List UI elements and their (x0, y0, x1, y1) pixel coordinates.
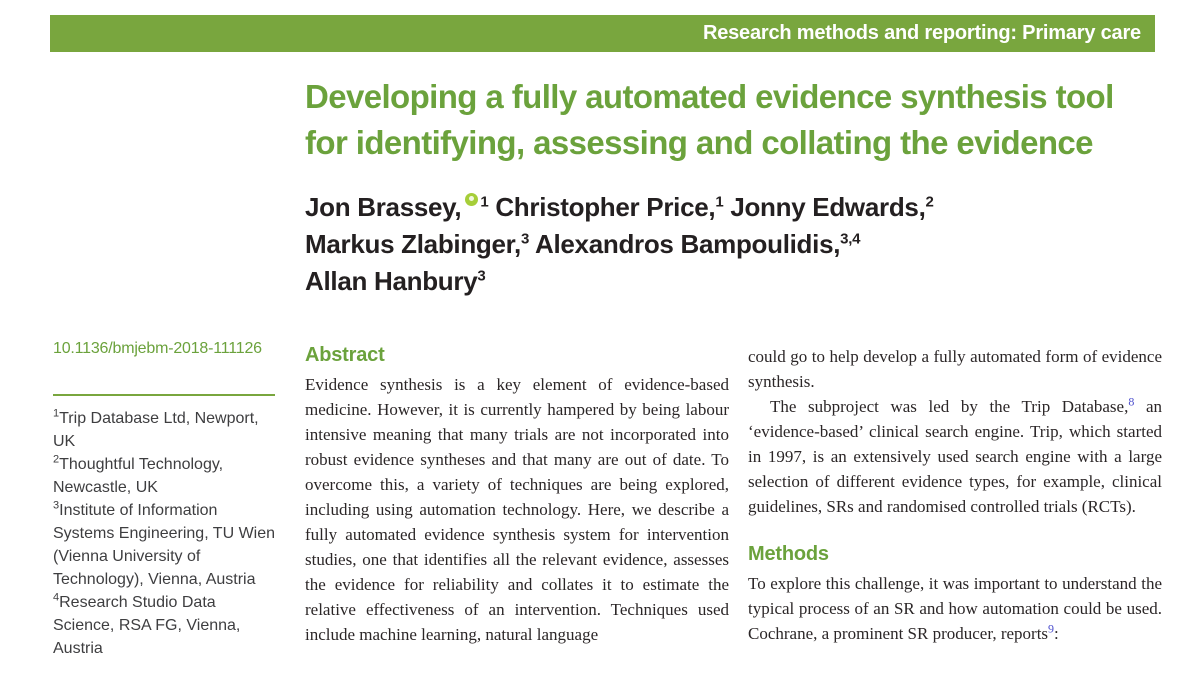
affiliation: $^2$Thoughtful Technology, Newcastle, UK (53, 453, 224, 496)
affiliation: $^4$Research Studio Data Science, RSA FG, Vienna, Austria (53, 591, 241, 657)
methods-heading: Methods (748, 543, 829, 565)
author-name: Markus Zlabinger, (305, 229, 521, 259)
reference-link[interactable]: 8 (1128, 394, 1135, 409)
author-name: Jonny Edwards, (730, 192, 926, 222)
body-column (748, 344, 1162, 646)
author-affiliation-sup: 3 (477, 267, 486, 285)
author-affiliation-sup: 3 (520, 230, 530, 248)
abstract-column (305, 344, 729, 647)
author-name: Allan Hanbury (305, 266, 478, 296)
author-name: Christopher Price, (495, 192, 716, 222)
affiliation: $^1$Trip Database Ltd, Newport, UK (53, 407, 259, 450)
sidebar-divider (53, 394, 275, 396)
body-paragraph: The subproject was led by the Trip Database,$^8$ an ‘evidence-based’ clinical search engine. Trip, which started in 1997, is an extensively used search engine with a large selection of different evidence types, for example, clinical guidelines, SRs and randomised controlled trials (RCTs). (748, 394, 1162, 516)
abstract-paragraph: Evidence synthesis is a key element of evidence-based medicine. However, it is currently hampered by being labour intensive meaning that many trials are not incorporated into robust evidence syntheses and that many are out of date. To overcome this, a variety of techniques are being explored, including using automation technology. Here, we describe a fully automated evidence synthesis system for intervention studies, one that identifies all the relevant evidence, assesses the evidence for reliability and collates it to estimate the relative effectiveness of an intervention. Techniques used include machine learning, natural language (305, 375, 729, 644)
author-name: Jon Brassey, (305, 192, 462, 222)
author-affiliation-sup: 1 (715, 193, 724, 211)
author-affiliation-sup: 1 (480, 193, 489, 211)
author-list (305, 189, 1185, 300)
methods-paragraph: To explore this challenge, it was important to understand the typical process of an SR and how automation could be used. Cochrane, a prominent SR producer, reports$^9$: (748, 574, 1162, 643)
article-title-line: for identifying, assessing and collating the evidence (305, 124, 1093, 161)
author-affiliation-sup: 3,4 (840, 230, 861, 248)
section-banner-label: Research methods and reporting: Primary care (702, 22, 1141, 44)
journal-section-banner (50, 15, 1155, 52)
body-paragraph: could go to help develop a fully automated form of evidence synthesis. (748, 347, 1162, 391)
affiliation-list (53, 407, 279, 660)
article-title-line: Developing a fully automated evidence synthesis tool (305, 78, 1114, 115)
author-affiliation-sup: 2 (925, 193, 934, 211)
reference-link[interactable]: 9 (1048, 621, 1055, 636)
article-sidebar (53, 340, 279, 660)
article-title (305, 74, 1185, 166)
affiliation: $^3$Institute of Information Systems Engineering, TU Wien (Vienna University of Technology), Vienna, Austria (53, 499, 276, 588)
abstract-heading: Abstract (305, 344, 385, 366)
author-name: Alexandros Bampoulidis, (534, 229, 841, 259)
doi-link[interactable]: 10.1136/bmjebm-2018-111126 (53, 340, 262, 357)
orcid-icon[interactable] (465, 193, 478, 206)
